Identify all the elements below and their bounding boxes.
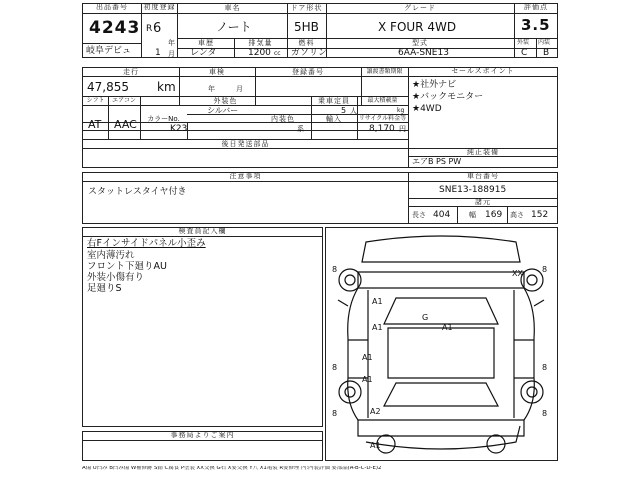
mark-a1-left-front: A1 xyxy=(372,297,383,306)
load-label: 最大積載量 xyxy=(367,97,398,104)
tire-lr: 8 xyxy=(332,363,338,372)
spec-box xyxy=(82,67,409,168)
later-parts-label: 後日発送部品 xyxy=(221,140,270,148)
recycle-label: リサイクル料金等 xyxy=(358,115,407,122)
tire-rr: 8 xyxy=(542,363,548,372)
color: シルバー xyxy=(207,106,239,115)
capacity: 5 xyxy=(341,106,347,115)
first-reg-label: 初度登録 xyxy=(142,4,177,14)
recycle-unit: 円 xyxy=(399,125,406,133)
car-diagram xyxy=(326,228,557,460)
width: 169 xyxy=(485,210,503,220)
first-registration-box xyxy=(141,3,178,58)
usage: レンタ xyxy=(190,48,217,58)
capacity-unit: 人 xyxy=(350,107,357,115)
load-unit: kg xyxy=(397,107,405,114)
color-no: K23 xyxy=(170,124,188,134)
sales-point-1: ★社外ナビ xyxy=(412,80,457,90)
fuel: ガソリン xyxy=(291,48,328,58)
model-label: 型式 xyxy=(412,39,428,47)
legend: A傷 U凹み B凹み傷 W補修跡 S錆 C腐食 P塗装 XX交換 G石 X要交換 Y穴 X1亀裂 R要修理 内:内装評価 要部品(A-B-C-D-E)2 xyxy=(82,466,382,471)
notes-box xyxy=(82,172,409,224)
mark-a1-left-door: A1 xyxy=(372,323,383,332)
damage-diagram-box xyxy=(325,227,558,461)
door-type: 5HB xyxy=(294,20,319,34)
office-box xyxy=(82,431,323,461)
door-label: ドア形状 xyxy=(290,4,323,12)
usage-label: 車歴 xyxy=(198,39,214,47)
score-box xyxy=(514,3,558,58)
first-reg-year-unit: 年 xyxy=(168,39,175,47)
ac-label: エアコン xyxy=(112,97,136,104)
score-label: 評価点 xyxy=(515,4,557,14)
mark-a2-rear: A2 xyxy=(370,407,381,416)
chassis-label: 車台番号 xyxy=(409,173,557,182)
grade-label: グレード xyxy=(404,4,436,12)
mileage-unit: km xyxy=(157,80,176,94)
mileage: 47,855 xyxy=(87,80,129,94)
inspector-line-3: フロント下廻りAU xyxy=(87,261,167,272)
model: 6AA-SNE13 xyxy=(398,48,449,58)
int-grade-label: 内装 xyxy=(538,39,551,46)
sales-point-box xyxy=(408,67,558,168)
inspector-line-2: 室内薄汚れ xyxy=(87,250,135,261)
reg-number-label: 登録番号 xyxy=(292,68,324,76)
length: 404 xyxy=(433,210,451,220)
inspect-month-unit: 月 xyxy=(236,85,243,93)
lot-number-label: 出品番号 xyxy=(83,4,141,14)
capacity-label: 乗車定員 xyxy=(318,97,350,105)
grade: X FOUR 4WD xyxy=(378,20,457,34)
inspection-label: 車検 xyxy=(209,68,225,76)
inspector-line-5: 足廻りS xyxy=(87,283,122,294)
notes-label: 注意事項 xyxy=(83,173,408,182)
shift-label: シフト xyxy=(86,97,105,104)
mark-a1-rear-quarter: A1 xyxy=(362,375,373,384)
mark-xx-right-front: XX xyxy=(512,269,523,278)
sales-point-3: ★4WD xyxy=(412,104,442,114)
car-name-label: 車名 xyxy=(224,4,241,12)
notes-text: スタットレスタイヤ付き xyxy=(88,187,187,197)
transfer-label: 譲渡書類期限 xyxy=(366,68,403,75)
car-info-box xyxy=(177,3,515,58)
dims-label: 諸元 xyxy=(475,198,491,206)
cc: 1200 xyxy=(248,48,271,58)
first-reg-month-unit: 月 xyxy=(168,50,175,58)
height: 152 xyxy=(531,210,549,220)
era: R xyxy=(146,24,153,34)
score: 3.5 xyxy=(521,16,551,34)
first-reg-month: 1 xyxy=(155,48,161,58)
shift: AT xyxy=(88,118,102,131)
mark-g-roof: G xyxy=(422,313,429,322)
import-label: 輸入 xyxy=(326,115,342,123)
int-color-label: 内装色 xyxy=(271,115,295,123)
chassis-box xyxy=(408,172,558,224)
mark-a1-left-rear: A1 xyxy=(362,353,373,362)
tire-rf: 8 xyxy=(542,265,548,274)
mark-a1-center: A1 xyxy=(442,323,453,332)
inspector-line-4: 外装小傷有り xyxy=(87,272,145,283)
car-name: ノート xyxy=(216,20,252,34)
tire-lf: 8 xyxy=(332,265,338,274)
height-label: 高さ xyxy=(510,211,524,219)
ac: AAC xyxy=(114,118,137,131)
ext-grade-label: 外装 xyxy=(517,39,530,46)
tire-lb: 8 xyxy=(332,409,338,418)
color-no-label: カラーNo. xyxy=(147,115,180,123)
lot-number-box xyxy=(82,3,142,58)
venue: 岐阜デビュ xyxy=(86,46,132,56)
chassis: SNE13-188915 xyxy=(439,185,507,195)
std-equip: エアB PS PW xyxy=(412,157,462,166)
width-label: 幅 xyxy=(469,211,476,219)
inspector-box xyxy=(82,227,323,427)
sales-point-label: セールスポイント xyxy=(409,68,557,77)
int-grade: B xyxy=(543,48,550,58)
sales-point-2: ★バックモニター xyxy=(412,92,484,102)
lot-number: 4243 xyxy=(89,18,141,38)
fuel-label: 燃料 xyxy=(298,39,315,47)
first-reg-year: 6 xyxy=(153,21,162,36)
tire-rb: 8 xyxy=(542,409,548,418)
std-equip-label: 純正装備 xyxy=(467,148,499,156)
import-unit: 系 xyxy=(297,125,304,133)
color-label: 外装色 xyxy=(213,97,238,105)
ext-grade: C xyxy=(521,48,528,58)
recycle: 8,170 xyxy=(369,124,395,134)
office-label: 事務局よりご案内 xyxy=(83,432,322,441)
mark-a1-bumper: A1 xyxy=(370,441,381,450)
mileage-label: 走行 xyxy=(123,68,139,76)
cc-unit: cc xyxy=(274,50,281,57)
length-label: 長さ xyxy=(412,211,426,219)
inspect-year-unit: 年 xyxy=(208,85,215,93)
inspector-line-1: 右Fインサイドパネル小歪み xyxy=(87,238,206,249)
inspector-label: 検査員記入欄 xyxy=(83,228,322,237)
cc-label: 排気量 xyxy=(248,39,273,47)
